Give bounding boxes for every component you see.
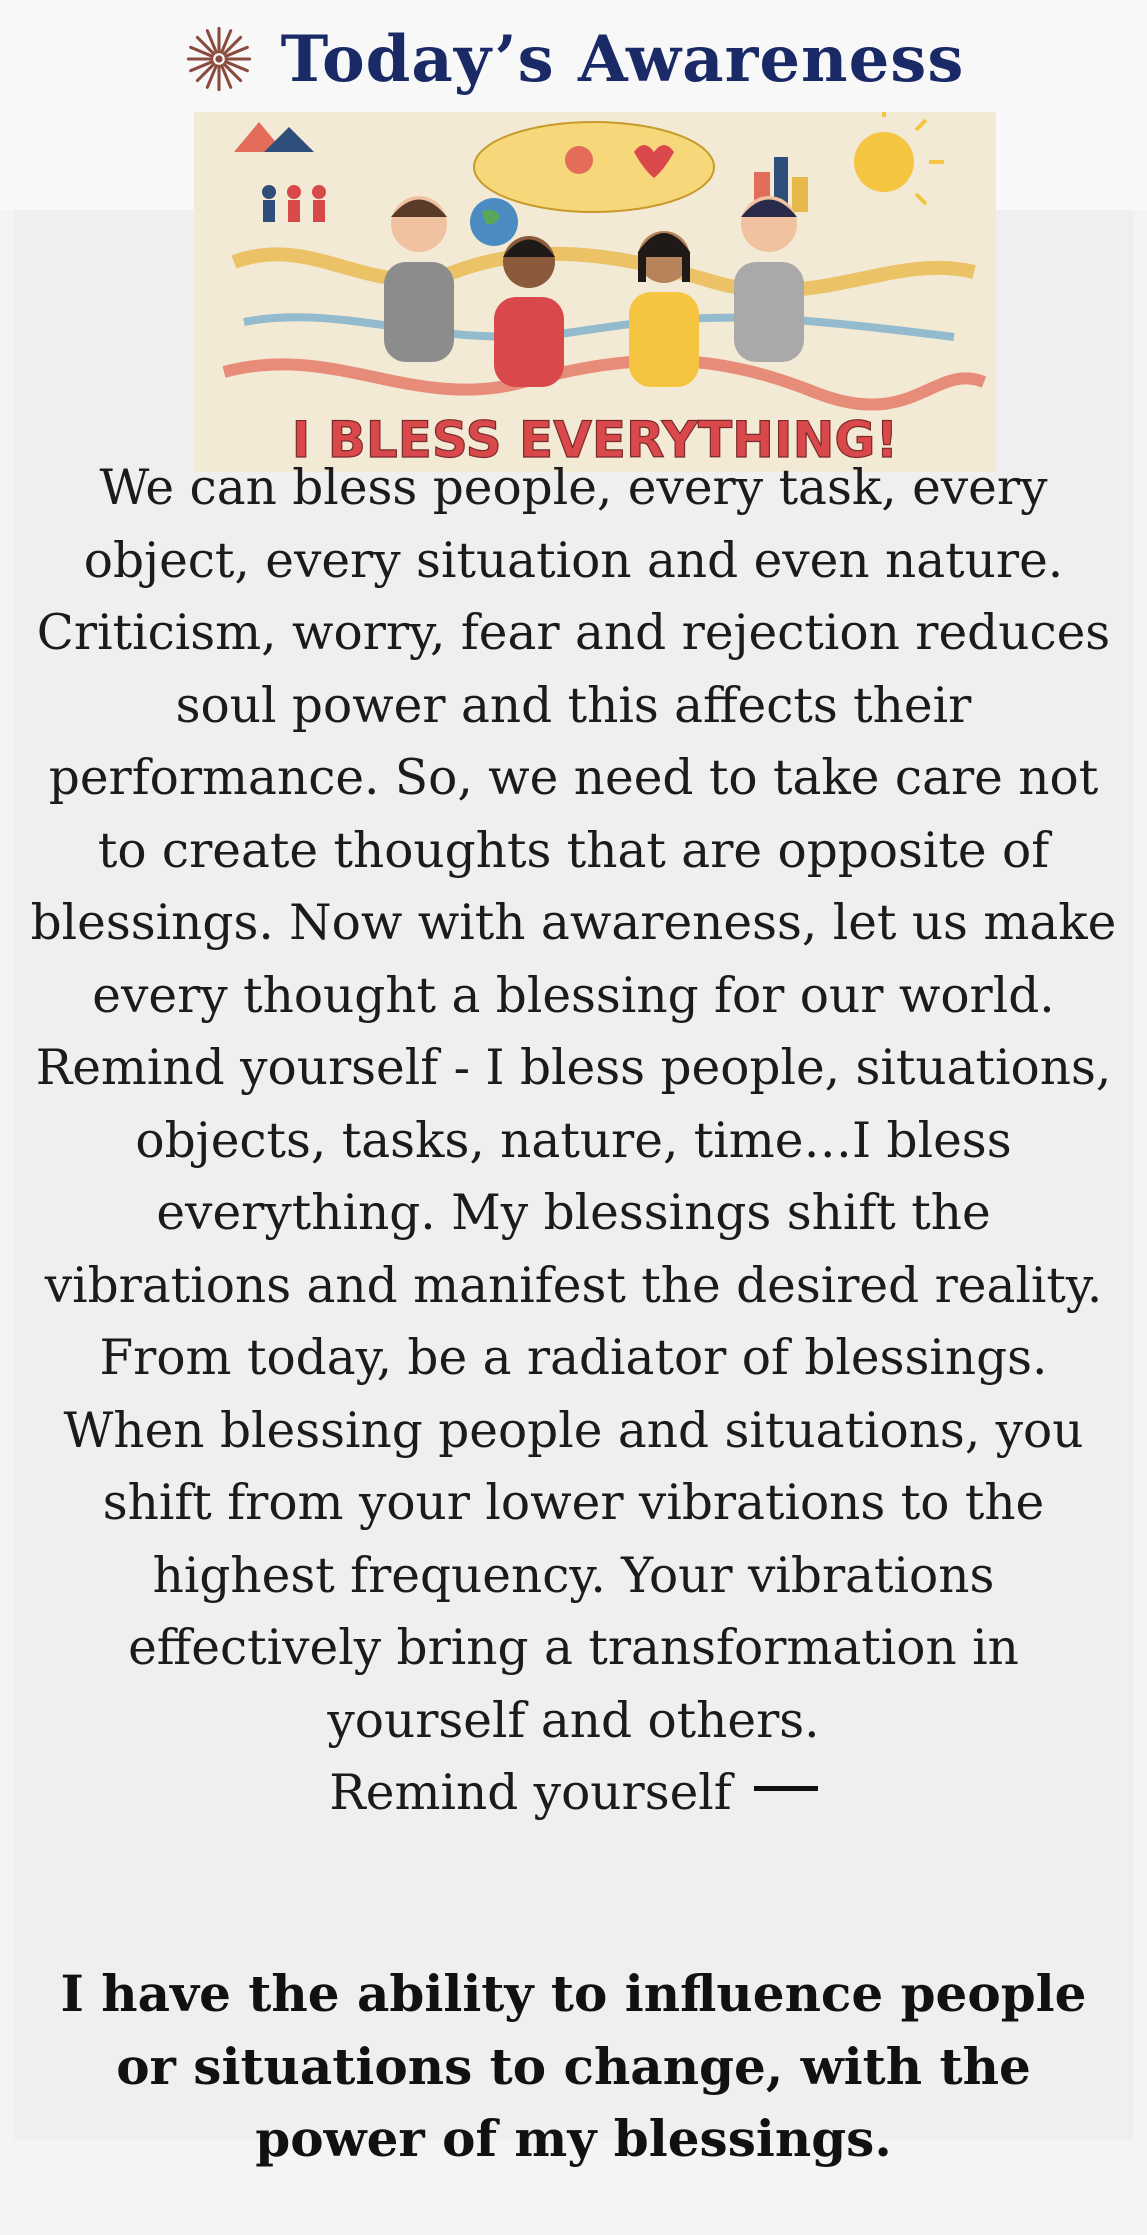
poster-banner-text: I BLESS EVERYTHING! — [291, 411, 899, 469]
radial-burst-icon — [183, 23, 255, 95]
poster-illustration — [194, 112, 996, 472]
remind-line — [26, 1757, 1121, 1830]
page-title: Today’s Awareness — [280, 21, 965, 97]
header — [0, 14, 1147, 104]
remind-label: Remind yourself — [329, 1765, 732, 1821]
affirmation: I have the ability to influence people or situations to change, with the power of my blessings. — [60, 1964, 1087, 2168]
body-text — [26, 452, 1121, 1830]
em-dash — [754, 1786, 818, 1791]
paragraph-1: We can bless people, every task, every object, every situation and even nature. Criticism, worry, fear and rejection reduces soul power and this affects their performance. So, we need to take care not to create thoughts that are opposite of blessings. Now with awareness, let us make every thought a blessing for our world. Remind yourself - I bless people, situations, objects, tasks, nature, time…I bless everything. My blessings shift the vibrations and manifest the desired reality. — [30, 460, 1117, 1314]
paragraph-2: From today, be a radiator of blessings. When blessing people and situations, you shift from your lower vibrations to the highest frequency. Your vibrations effectively bring a transformation in yourself and others. — [63, 1330, 1084, 1749]
